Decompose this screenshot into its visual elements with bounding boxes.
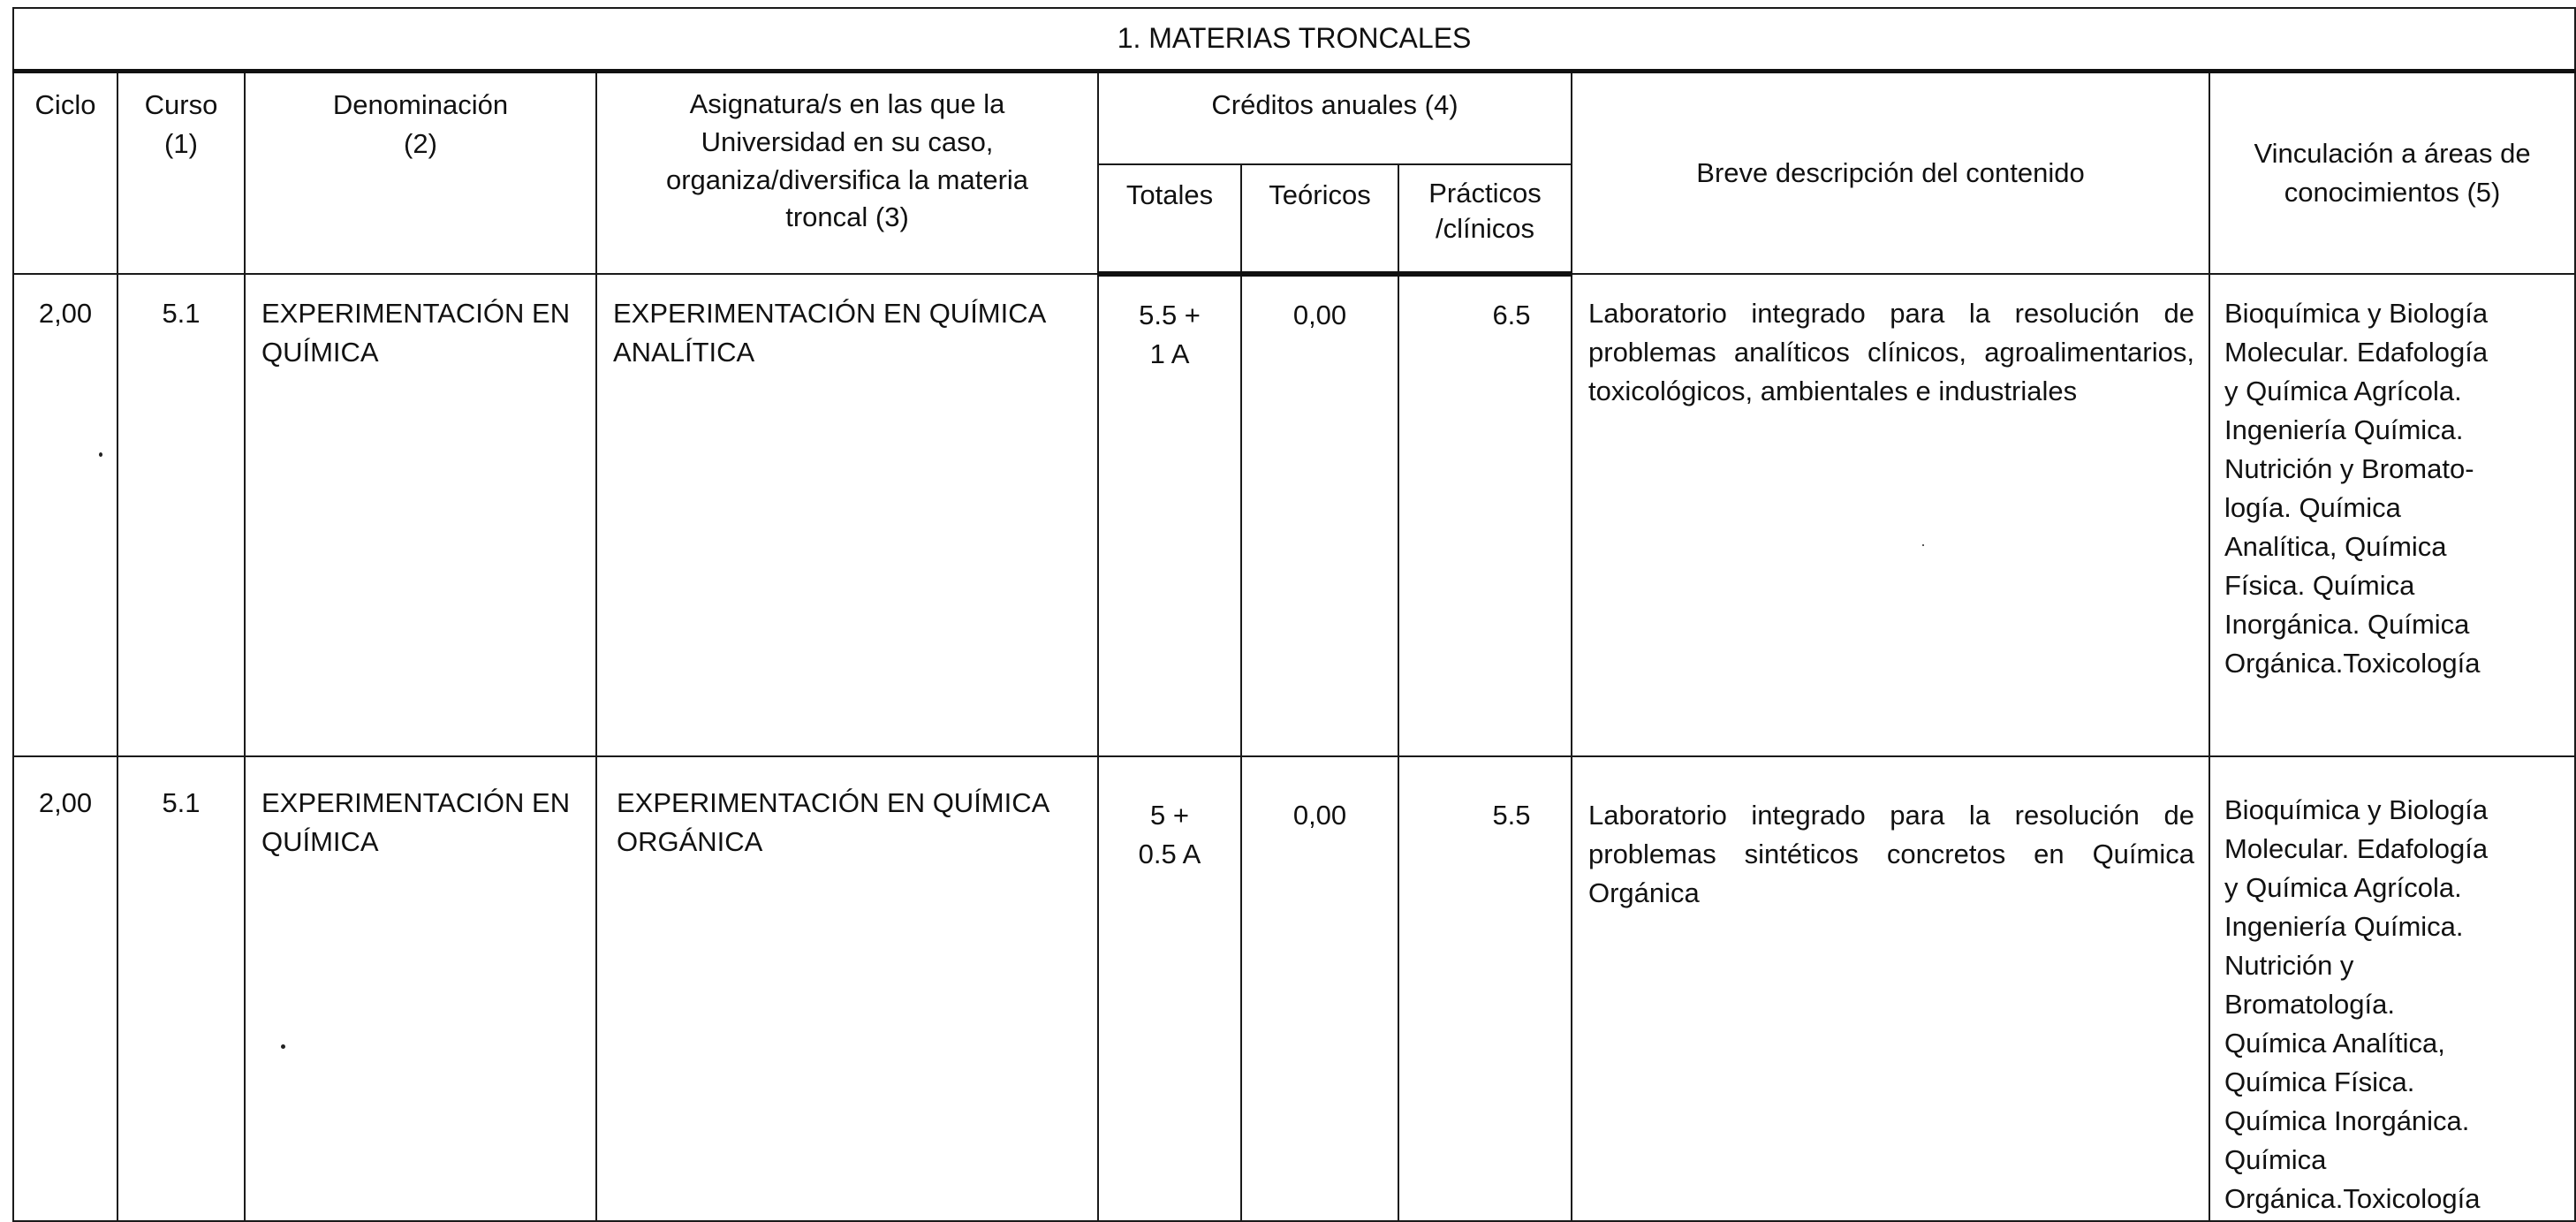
header-vinculacion: Vinculación a áreas de conocimientos (5)	[2209, 72, 2575, 275]
scan-speck	[99, 452, 102, 457]
cell-curso: 5.1	[117, 756, 245, 1221]
table-row	[13, 274, 2575, 756]
scan-speck	[1922, 544, 1924, 546]
cell-ciclo: 2,00	[13, 274, 117, 756]
cell-descripcion: Laboratorio integrado para la resolución de problemas analíticos clínicos, agroalimentarios, toxicológicos, ambientales e industriales	[1572, 274, 2209, 756]
cell-teoricos: 0,00	[1241, 756, 1398, 1221]
header-creditos: Créditos anuales (4)	[1098, 72, 1572, 165]
header-row	[13, 72, 2575, 165]
cell-curso: 5.1	[117, 274, 245, 756]
header-curso: Curso (1)	[117, 72, 245, 275]
table-row	[13, 756, 2575, 1221]
header-descripcion: Breve descripción del contenido	[1572, 72, 2209, 275]
header-practicos: Prácticos /clínicos	[1398, 164, 1572, 274]
materias-troncales-table	[12, 7, 2576, 1222]
scan-speck	[281, 1044, 285, 1049]
cell-asignatura: EXPERIMENTACIÓN EN QUÍMICA ORGÁNICA	[596, 756, 1098, 1221]
title-row	[13, 8, 2575, 72]
cell-denominacion: EXPERIMENTACIÓN EN QUÍMICA	[245, 274, 596, 756]
cell-denominacion: EXPERIMENTACIÓN EN QUÍMICA	[245, 756, 596, 1221]
header-totales: Totales	[1098, 164, 1241, 274]
header-ciclo: Ciclo	[13, 72, 117, 275]
header-denominacion: Denominación (2)	[245, 72, 596, 275]
cell-practicos: 6.5	[1398, 274, 1572, 756]
cell-areas: Bioquímica y Biología Molecular. Edafología y Química Agrícola. Ingeniería Química. Nutrición y Bromato- logía. Química Analítica, Química Física. Química Inorgánica. Química Orgánica.Toxicología	[2209, 274, 2575, 756]
header-asignaturas: Asignatura/s en las que la Universidad en su caso, organiza/diversifica la materia troncal (3)	[596, 72, 1098, 275]
table-title: 1. MATERIAS TRONCALES	[13, 8, 2575, 72]
cell-totales: 5.5 + 1 A	[1098, 274, 1241, 756]
cell-descripcion: Laboratorio integrado para la resolución de problemas sintéticos concretos en Química Orgánica	[1572, 756, 2209, 1221]
cell-totales: 5 + 0.5 A	[1098, 756, 1241, 1221]
cell-asignatura: EXPERIMENTACIÓN EN QUÍMICA ANALÍTICA	[596, 274, 1098, 756]
cell-areas: Bioquímica y Biología Molecular. Edafología y Química Agrícola. Ingeniería Química. Nutrición y Bromatología. Química Analítica, Química Física. Química Inorgánica. Química Orgánica.Toxicología	[2209, 756, 2575, 1221]
cell-ciclo: 2,00	[13, 756, 117, 1221]
cell-practicos: 5.5	[1398, 756, 1572, 1221]
header-teoricos: Teóricos	[1241, 164, 1398, 274]
cell-teoricos: 0,00	[1241, 274, 1398, 756]
